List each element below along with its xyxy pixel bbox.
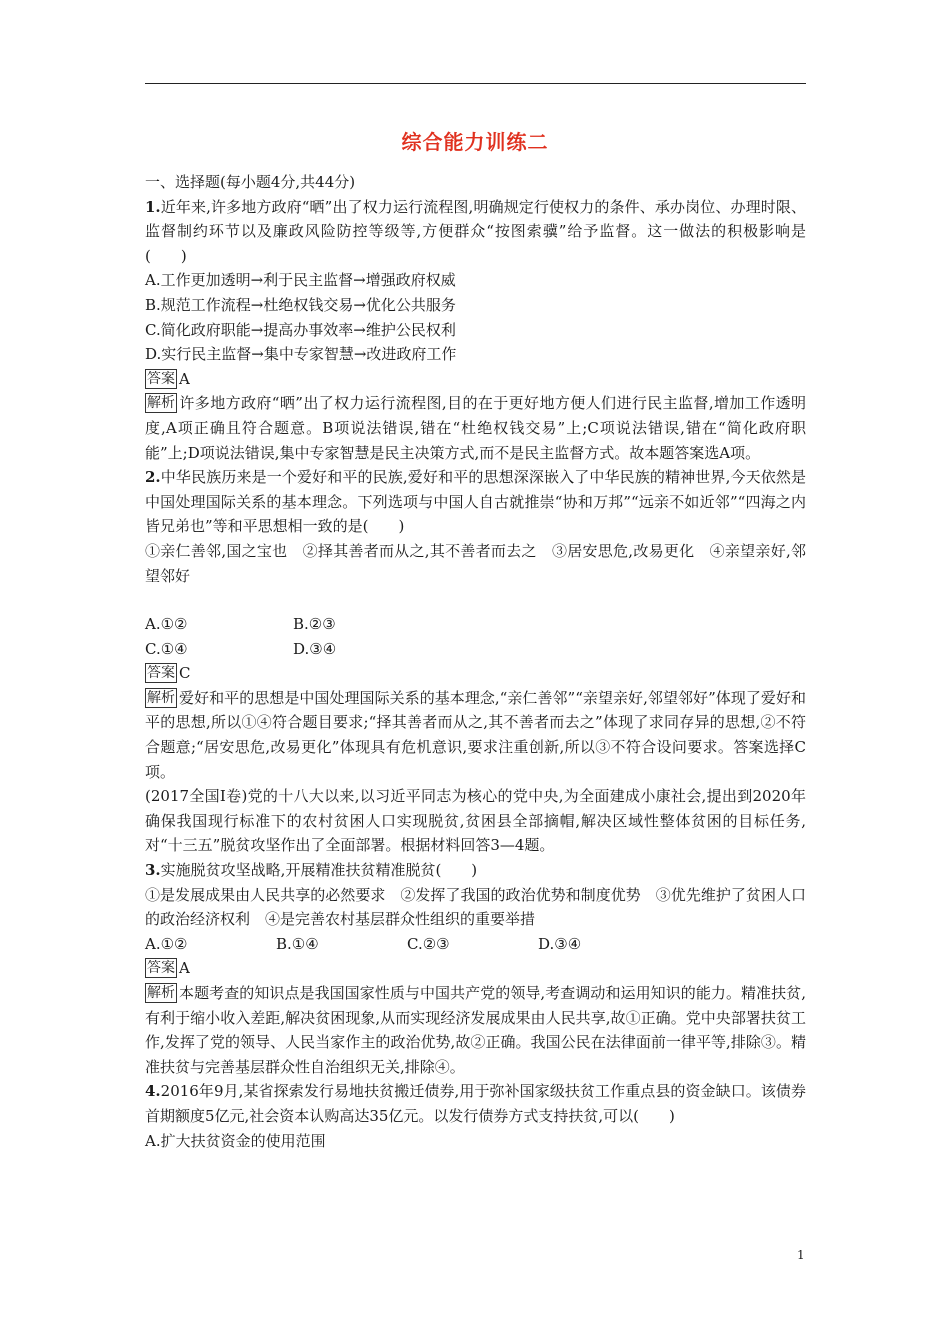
header-rule — [145, 83, 806, 84]
analysis-text: 许多地方政府“晒”出了权力运行流程图,目的在于更好地方便人们进行民主监督,增加工作透明度,A项正确且符合题意。B项说法错误,错在“杜绝权钱交易”上;C项说法错误,错在“简化政府职能”上;D项说法错误,集中专家智慧是民主决策方式,而不是民主监督方式。故本题答案选A项。 — [145, 394, 806, 462]
answer-value: A — [179, 369, 190, 388]
q3-option-c: C.②③ — [407, 934, 450, 953]
question-text: 近年来,许多地方政府“晒”出了权力运行流程图,明确规定行使权力的条件、承办岗位、办理时限、监督制约环节以及廉政风险防控等级等,方便群众“按图索骥”给予监督。这一做法的积极影响是( ) — [145, 197, 806, 265]
q3-option-b: B.①④ — [276, 934, 319, 953]
page-number: 1 — [797, 1248, 805, 1262]
question-number: 4. — [145, 1082, 161, 1101]
q2-option-c: C.①④ — [145, 639, 188, 658]
answer-tag: 答案 — [147, 960, 175, 977]
q2-option-a: A.①② — [145, 615, 188, 634]
question-number: 3. — [145, 861, 161, 880]
question-3-stem — [145, 858, 806, 883]
analysis-tag: 解析 — [147, 689, 175, 706]
document-body — [145, 170, 806, 1153]
page-title: 综合能力训练二 — [401, 130, 549, 154]
section-heading: 一、选择题(每小题4分,共44分) — [145, 173, 356, 191]
q1-option-b: B.规范工作流程→杜绝权钱交易→优化公共服务 — [145, 295, 456, 314]
q2-items: ①亲仁善邻,国之宝也 ②择其善者而从之,其不善者而去之 ③居安思危,改易更化 ④亲望亲好,邻望邻好 — [145, 541, 806, 585]
q3-option-d: D.③④ — [538, 934, 582, 953]
answer-value: C — [179, 664, 191, 683]
q3-options-row — [145, 932, 806, 957]
q3-option-a: A.①② — [145, 934, 188, 953]
question-text: 中华民族历来是一个爱好和平的民族,爱好和平的思想深深嵌入了中华民族的精神世界,今天依然是中国处理国际关系的基本理念。下列选项与中国人自古就推崇“协和万邦”“远亲不如近邻”“四海之内皆兄弟也”等和平思想相一致的是( ) — [145, 468, 806, 536]
material-passage: (2017全国Ⅰ卷)党的十八大以来,以习近平同志为核心的党中央,为全面建成小康社会,提出到2020年确保我国现行标准下的农村贫困人口实现脱贫,贫困县全部摘帽,解决区域性整体贫困的目标任务,对“十三五”脱贫攻坚作出了全面部署。根据材料回答3—4题。 — [145, 787, 806, 855]
q2-analysis — [145, 686, 806, 784]
analysis-text: 本题考查的知识点是我国国家性质与中国共产党的领导,考查调动和运用知识的能力。精准扶贫,有利于缩小收入差距,解决贫困现象,从而实现经济发展成果由人民共享,故①正确。党中央部署扶贫工作,发挥了党的领导、人民当家作主的政治优势,故②正确。我国公民在法律面前一律平等,排除③。精准扶贫与完善基层群众性自治组织无关,排除④。 — [145, 984, 806, 1076]
q3-answer — [145, 956, 806, 981]
q2-options-row-1 — [145, 612, 806, 637]
question-4-stem — [145, 1079, 806, 1128]
q3-analysis — [145, 981, 806, 1079]
q4-option-a: A.扩大扶贫资金的使用范围 — [145, 1131, 326, 1150]
q2-options-row-2 — [145, 637, 806, 662]
analysis-tag: 解析 — [147, 985, 175, 1001]
q3-items: ①是发展成果由人民共享的必然要求 ②发挥了我国的政治优势和制度优势 ③优先维护了贫困人口的政治经济权利 ④是完善农村基层群众性组织的重要举措 — [145, 885, 806, 929]
analysis-tag: 解析 — [147, 395, 175, 412]
question-2-stem — [145, 465, 806, 539]
question-number: 2. — [145, 468, 161, 487]
q1-option-d: D.实行民主监督→集中专家智慧→改进政府工作 — [145, 345, 457, 364]
q1-option-a: A.工作更加透明→利于民主监督→增强政府权威 — [145, 271, 456, 290]
question-text: 实施脱贫攻坚战略,开展精准扶贫精准脱贫( ) — [160, 861, 478, 880]
answer-tag: 答案 — [147, 665, 175, 682]
q2-option-d: D.③④ — [293, 639, 337, 658]
q1-analysis — [145, 391, 806, 465]
question-number: 1. — [145, 197, 161, 216]
answer-tag: 答案 — [147, 370, 175, 387]
question-text: 2016年9月,某省探索发行易地扶贫搬迁债券,用于弥补国家级扶贫工作重点县的资金缺口。该债券首期额度5亿元,社会资本认购高达35亿元。以发行债券方式支持扶贫,可以( ) — [145, 1082, 806, 1125]
answer-value: A — [179, 959, 190, 978]
q2-answer — [145, 661, 806, 686]
q2-option-b: B.②③ — [293, 615, 336, 634]
q1-answer — [145, 367, 806, 392]
analysis-text: 爱好和平的思想是中国处理国际关系的基本理念,“亲仁善邻”“亲望亲好,邻望邻好”体现了爱好和平的思想,所以①④符合题目要求;“择其善者而从之,其不善者而去之”体现了求同存异的思想,②不符合题意;“居安思危,改易更化”体现具有危机意识,要求注重创新,所以③不符合设问要求。答案选择C项。 — [145, 688, 806, 781]
q1-option-c: C.简化政府职能→提高办事效率→维护公民权利 — [145, 320, 456, 339]
question-1-stem — [145, 195, 806, 269]
